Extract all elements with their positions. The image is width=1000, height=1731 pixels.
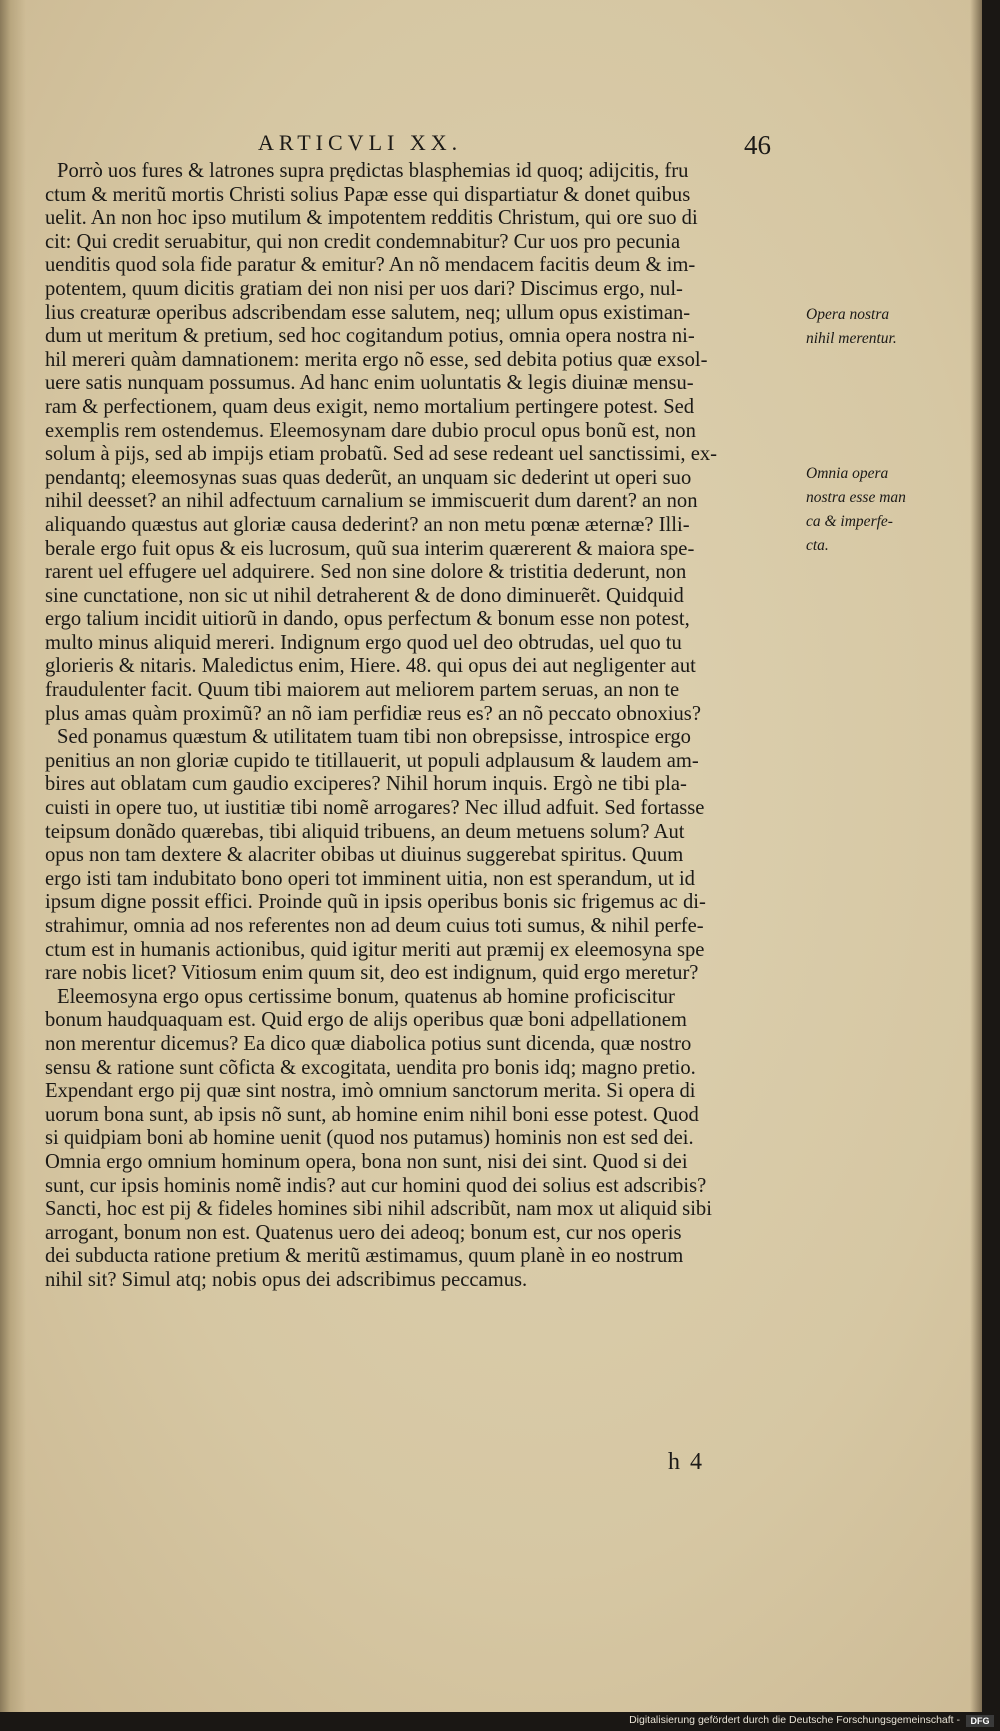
text-line: teipsum donãdo quærebas, tibi aliquid tribuens, an deum metuens solum? Aut <box>45 820 685 843</box>
text-line: pendantq; eleemosynas suas quas dederũt, an unquam sic dederint ut operi suo <box>45 466 692 489</box>
text-line: potentem, quum dicitis gratiam dei non nisi per uos dari? Discimus ergo, nul- <box>45 277 683 300</box>
text-line: uelit. An non hoc ipso mutilum & impotentem redditis Christum, qui ore suo di <box>45 207 698 230</box>
text-line: ctum est in humanis actionibus, quid igitur meriti aut præmij ex eleemosyna spe <box>45 938 705 961</box>
dfg-logo: DFG <box>966 1715 994 1727</box>
text-line: non merentur dicemus? Ea dico quæ diabolica potius sunt dicenda, quæ nostro <box>45 1032 692 1055</box>
text-line: Porrò uos fures & latrones supra prędictas blasphemias id quoq; adijcitis, fru <box>57 160 689 182</box>
text-line: cit: Qui credit seruabitur, qui non credit condemnabitur? Cur uos pro pecunia <box>45 230 681 253</box>
text-line: dum ut meritum & pretium, sed hoc cogitandum potius, omnia opera nostra ni- <box>45 325 695 348</box>
text-line: uere satis nunquam possumus. Ad hanc enim uoluntatis & legis diuinæ mensu- <box>45 372 694 395</box>
text-line: ergo talium incidit uitiorũ in dando, opus perfectum & bonum esse non potest, <box>45 608 690 631</box>
main-text-block <box>45 160 815 1293</box>
text-line: ipsum digne possit effici. Proinde quũ in ipsis operibus bonis sic frigemus ac di- <box>45 891 706 914</box>
running-head: ARTICVLI XX. <box>258 130 463 155</box>
text-line: exemplis rem ostendemus. Eleemosynam dare dubio procul opus bonũ est, non <box>45 419 696 442</box>
page-spine-shadow <box>0 0 26 1712</box>
text-line: glorieris & nitaris. Maledictus enim, Hiere. 48. qui opus dei aut negligenter aut <box>45 655 696 678</box>
text-line: Expendant ergo pij quæ sint nostra, imò omnium sanctorum merita. Si opera di <box>45 1080 696 1103</box>
margin-note: Omnia opera <box>806 465 889 482</box>
text-line: ram & perfectionem, quam deus exigit, nemo mortalium pertingere potest. Sed <box>45 395 695 418</box>
text-line: Sed ponamus quæstum & utilitatem tuam tibi non obrepsisse, introspice ergo <box>57 726 691 749</box>
margin-note: ca & imperfe- <box>806 513 893 530</box>
text-line: penitius an non gloriæ cupido te titillauerit, ut populi adplausum & laudem am- <box>45 749 699 772</box>
text-line: opus non tam dextere & alacriter obibas ut diuinus suggerebat spiritus. Quum <box>45 844 684 867</box>
text-line: sensu & ratione sunt cõficta & excogitata, uendita pro bonis idq; magno pretio. <box>45 1056 696 1079</box>
text-line: Sancti, hoc est pij & fideles homines sibi nihil adscribũt, nam mox ut aliquid sibi <box>45 1198 712 1221</box>
text-line: uenditis quod sola fide paratur & emitur? An nõ mendacem facitis deum & im- <box>45 254 696 277</box>
text-line: Omnia ergo omnium hominum opera, bona non sunt, nisi dei sint. Quod si dei <box>45 1150 688 1173</box>
text-line: si quidpiam boni ab homine uenit (quod nos putamus) hominis non est sed dei. <box>45 1127 694 1150</box>
text-line: multo minus aliquid mereri. Indignum ergo quod uel deo obtrudas, uel quo tu <box>45 631 682 654</box>
text-line: rarent uel effugere uel adquirere. Sed non sine dolore & tristitia dederunt, non <box>45 561 687 584</box>
text-line: nihil deesset? an nihil adfectuum carnalium se immiscuerit dum darent? an non <box>45 490 698 513</box>
text-line: strahimur, omnia ad nos referentes non ad deum cuius toti sumus, & nihil perfe- <box>45 915 704 937</box>
text-line: rare nobis licet? Vitiosum enim quum sit, deo est indignum, quid ergo meretur? <box>45 962 699 985</box>
text-line: fraudulenter facit. Quum tibi maiorem aut meliorem partem seruas, an non te <box>45 679 680 702</box>
text-line: plus amas quàm proximũ? an nõ iam perfidiæ reus es? an nõ peccato obnoxius? <box>45 702 701 725</box>
text-line: dei subducta ratione pretium & meritũ æstimamus, quum planè in eo nostrum <box>45 1245 684 1268</box>
margin-note: cta. <box>806 537 829 554</box>
margin-note: nostra esse man <box>806 489 906 506</box>
footer-credit: Digitalisierung gefördert durch die Deutsche Forschungsgemeinschaft - <box>629 1714 960 1726</box>
text-line: solum à pijs, sed ab impijs etiam probatũ. Sed ad sese redeant uel sanctissimi, ex- <box>45 443 718 466</box>
text-line: aliquando quæstus aut gloriæ causa dederint? an non metu pœnæ æternæ? Illi- <box>45 513 690 536</box>
text-line: cuisti in opere tuo, ut iustitiæ tibi nomẽ arrogares? Nec illud adfuit. Sed fortasse <box>45 797 705 820</box>
text-line: bires aut oblatam cum gaudio exciperes? Nihil horum inquis. Ergò ne tibi pla- <box>45 773 687 796</box>
digitization-footer <box>0 1712 1000 1731</box>
text-line: sunt, cur ipsis hominis nomẽ indis? aut cur homini quod dei solius est adscribis? <box>45 1174 707 1197</box>
text-line: ergo isti tam indubitato bono operi tot imminent uitia, non est sperandum, ut id <box>45 867 695 890</box>
text-line: hil mereri quàm damnationem: merita ergo nõ esse, sed debita potius quæ exsol- <box>45 348 708 371</box>
text-line: berale ergo fuit opus & eis lucrosum, quũ sua interim quærerent & maiora spe- <box>45 537 695 560</box>
text-line: arrogant, bonum non est. Quatenus uero dei adeoq; bonum est, cur nos operis <box>45 1221 682 1244</box>
text-line: uorum bona sunt, ab ipsis nõ sunt, ab homine enim nihil boni esse potest. Quod <box>45 1103 699 1126</box>
margin-note: nihil merentur. <box>806 330 897 347</box>
text-line: lius creaturæ operibus adscribendam esse salutem, neq; ullum opus existiman- <box>45 301 691 324</box>
signature-mark: h 4 <box>668 1449 704 1475</box>
page-edge-shadow <box>970 0 982 1712</box>
text-line: bonum haudquaquam est. Quid ergo de alijs operibus quæ boni adpellationem <box>45 1009 687 1032</box>
text-line: ctum & meritũ mortis Christi solius Papæ esse qui dispartiatur & donet quibus <box>45 183 691 206</box>
text-line: sine cunctatione, non sic ut nihil detraherent & de dono diminuerẽt. Quidquid <box>45 584 684 607</box>
margin-note: Opera nostra <box>806 306 890 323</box>
text-line: Eleemosyna ergo opus certissime bonum, quatenus ab homine proficiscitur <box>57 985 675 1008</box>
text-line: nihil sit? Simul atq; nobis opus dei adscribimus peccamus. <box>45 1268 528 1291</box>
page-number: 46 <box>744 130 771 160</box>
